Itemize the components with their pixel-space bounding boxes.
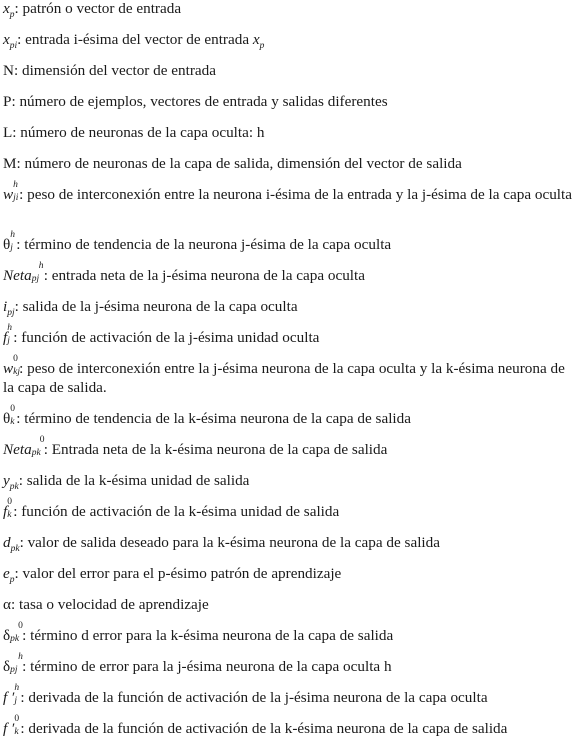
superscript: 0 — [39, 435, 45, 445]
entry-fprime-j — [3, 683, 578, 719]
entry-xp — [3, 0, 578, 30]
description: : función de activación de la j-ésima unidad oculta — [13, 329, 320, 346]
index-stack — [10, 404, 16, 427]
superscript: h — [18, 652, 23, 662]
index-stack — [7, 497, 13, 520]
description: : salida de la j-ésima neurona de la capa oculta — [14, 298, 298, 315]
entry-theta-k — [3, 404, 578, 440]
symbol: w — [3, 360, 14, 377]
symbol: d — [3, 534, 11, 551]
entry-theta-j — [3, 230, 578, 266]
description: P: número de ejemplos, vectores de entrada y salidas diferentes — [3, 93, 388, 110]
description: : valor de salida deseado para la k-ésima neurona de la capa de salida — [19, 534, 440, 551]
subscript: j — [7, 336, 10, 346]
entry-dpk — [3, 533, 578, 564]
symbol: α — [3, 596, 11, 613]
index-stack — [31, 261, 44, 284]
symbol: i — [3, 298, 8, 315]
entry-alpha — [3, 595, 578, 626]
description: : entrada neta de la j-ésima neurona de la capa oculta — [43, 267, 365, 284]
symbol: δ — [3, 658, 11, 675]
entry-m — [3, 154, 578, 185]
entry-neta-pj — [3, 261, 578, 297]
symbol: θ — [3, 410, 11, 427]
entry-xpi — [3, 30, 578, 61]
subscript: pk — [10, 544, 20, 554]
symbol: Neta — [3, 267, 32, 284]
subscript: p — [9, 575, 15, 585]
index-stack — [14, 683, 20, 706]
symbol-tail: x — [252, 31, 260, 48]
description: M: número de neuronas de la capa de salida, dimensión del vector de salida — [3, 155, 462, 172]
description: : término d error para la k-ésima neurona de la capa de salida — [22, 627, 394, 644]
symbol: f ′ — [3, 720, 15, 737]
entry-p — [3, 92, 578, 123]
subscript: j — [14, 696, 17, 706]
entry-delta-pk — [3, 621, 578, 657]
subscript: pj — [31, 274, 40, 284]
symbol: f — [3, 329, 8, 346]
symbol: y — [3, 472, 10, 489]
subscript-tail: p — [259, 41, 265, 51]
superscript: 0 — [13, 354, 18, 364]
index-stack — [13, 180, 19, 203]
description: : término de tendencia de la k-ésima neurona de la capa de salida — [16, 410, 411, 427]
symbol: x — [3, 0, 10, 17]
subscript: pk — [10, 634, 20, 644]
entry-fk — [3, 497, 578, 533]
description: : peso de interconexión entre la neurona i-ésima de la entrada y la j-ésima de la capa oculta — [19, 186, 572, 203]
entry-ep — [3, 564, 578, 595]
description: : derivada de la función de activación de la j-ésima neurona de la capa oculta — [20, 689, 488, 706]
index-stack — [10, 652, 23, 675]
entry-wji — [3, 180, 578, 235]
index-stack — [10, 621, 23, 644]
subscript: k — [7, 510, 12, 520]
superscript: 0 — [10, 404, 16, 414]
subscript: p — [9, 10, 15, 20]
symbol: x — [3, 31, 10, 48]
subscript: pj — [7, 308, 15, 318]
description: : peso de interconexión entre la j-ésima neurona de la capa oculta y la k-ésima neurona de la capa de salida. — [3, 360, 565, 396]
subscript: pj — [10, 665, 18, 675]
subscript: pk — [31, 448, 41, 458]
superscript: 0 — [14, 714, 20, 724]
symbol: f ′ — [3, 689, 15, 706]
subscript: pi — [9, 41, 18, 51]
superscript: 0 — [18, 621, 23, 631]
description: : tasa o velocidad de aprendizaje — [10, 596, 209, 613]
description: L: número de neuronas de la capa oculta: h — [3, 124, 265, 141]
superscript: h — [10, 230, 16, 240]
notation-list — [3, 0, 578, 750]
subscript: pk — [9, 482, 19, 492]
description: : entrada i-ésima del vector de entrada — [17, 31, 253, 48]
description: : valor del error para el p-ésimo patrón de aprendizaje — [14, 565, 342, 582]
superscript: h — [14, 683, 20, 693]
description: : derivada de la función de activación de la k-ésima neurona de la capa de salida — [20, 720, 508, 737]
symbol: θ — [3, 236, 11, 253]
symbol: δ — [3, 627, 11, 644]
description: : Entrada neta de la k-ésima neurona de la capa de salida — [43, 441, 388, 458]
superscript: h — [7, 323, 12, 333]
subscript: k — [10, 417, 15, 427]
index-stack — [13, 354, 20, 377]
index-stack — [7, 323, 13, 346]
index-stack — [31, 435, 45, 458]
description: : término de tendencia de la neurona j-ésima de la capa oculta — [16, 236, 392, 253]
entry-n — [3, 61, 578, 92]
entry-fprime-k — [3, 714, 578, 750]
entry-delta-pj — [3, 652, 578, 688]
superscript: h — [38, 261, 44, 271]
symbol: f — [3, 503, 8, 520]
entry-wkj — [3, 354, 578, 409]
description: : patrón o vector de entrada — [14, 0, 182, 17]
superscript: 0 — [7, 497, 12, 507]
subscript: k — [14, 727, 19, 737]
symbol: Neta — [3, 441, 32, 458]
entry-fj — [3, 323, 578, 359]
subscript: kj — [13, 367, 20, 377]
superscript: h — [13, 180, 18, 190]
index-stack — [14, 714, 20, 737]
description: : función de activación de la k-ésima unidad de salida — [13, 503, 340, 520]
subscript: ji — [13, 193, 19, 203]
description: : salida de la k-ésima unidad de salida — [18, 472, 250, 489]
entry-neta-pk — [3, 435, 578, 471]
entry-l — [3, 123, 578, 154]
description: N: dimensión del vector de entrada — [3, 62, 216, 79]
entry-ipj — [3, 297, 578, 328]
subscript: j — [10, 243, 13, 253]
description: : término de error para la j-ésima neurona de la capa oculta h — [22, 658, 392, 675]
index-stack — [10, 230, 16, 253]
symbol: e — [3, 565, 10, 582]
symbol: w — [3, 186, 14, 203]
entry-ypk — [3, 471, 578, 502]
